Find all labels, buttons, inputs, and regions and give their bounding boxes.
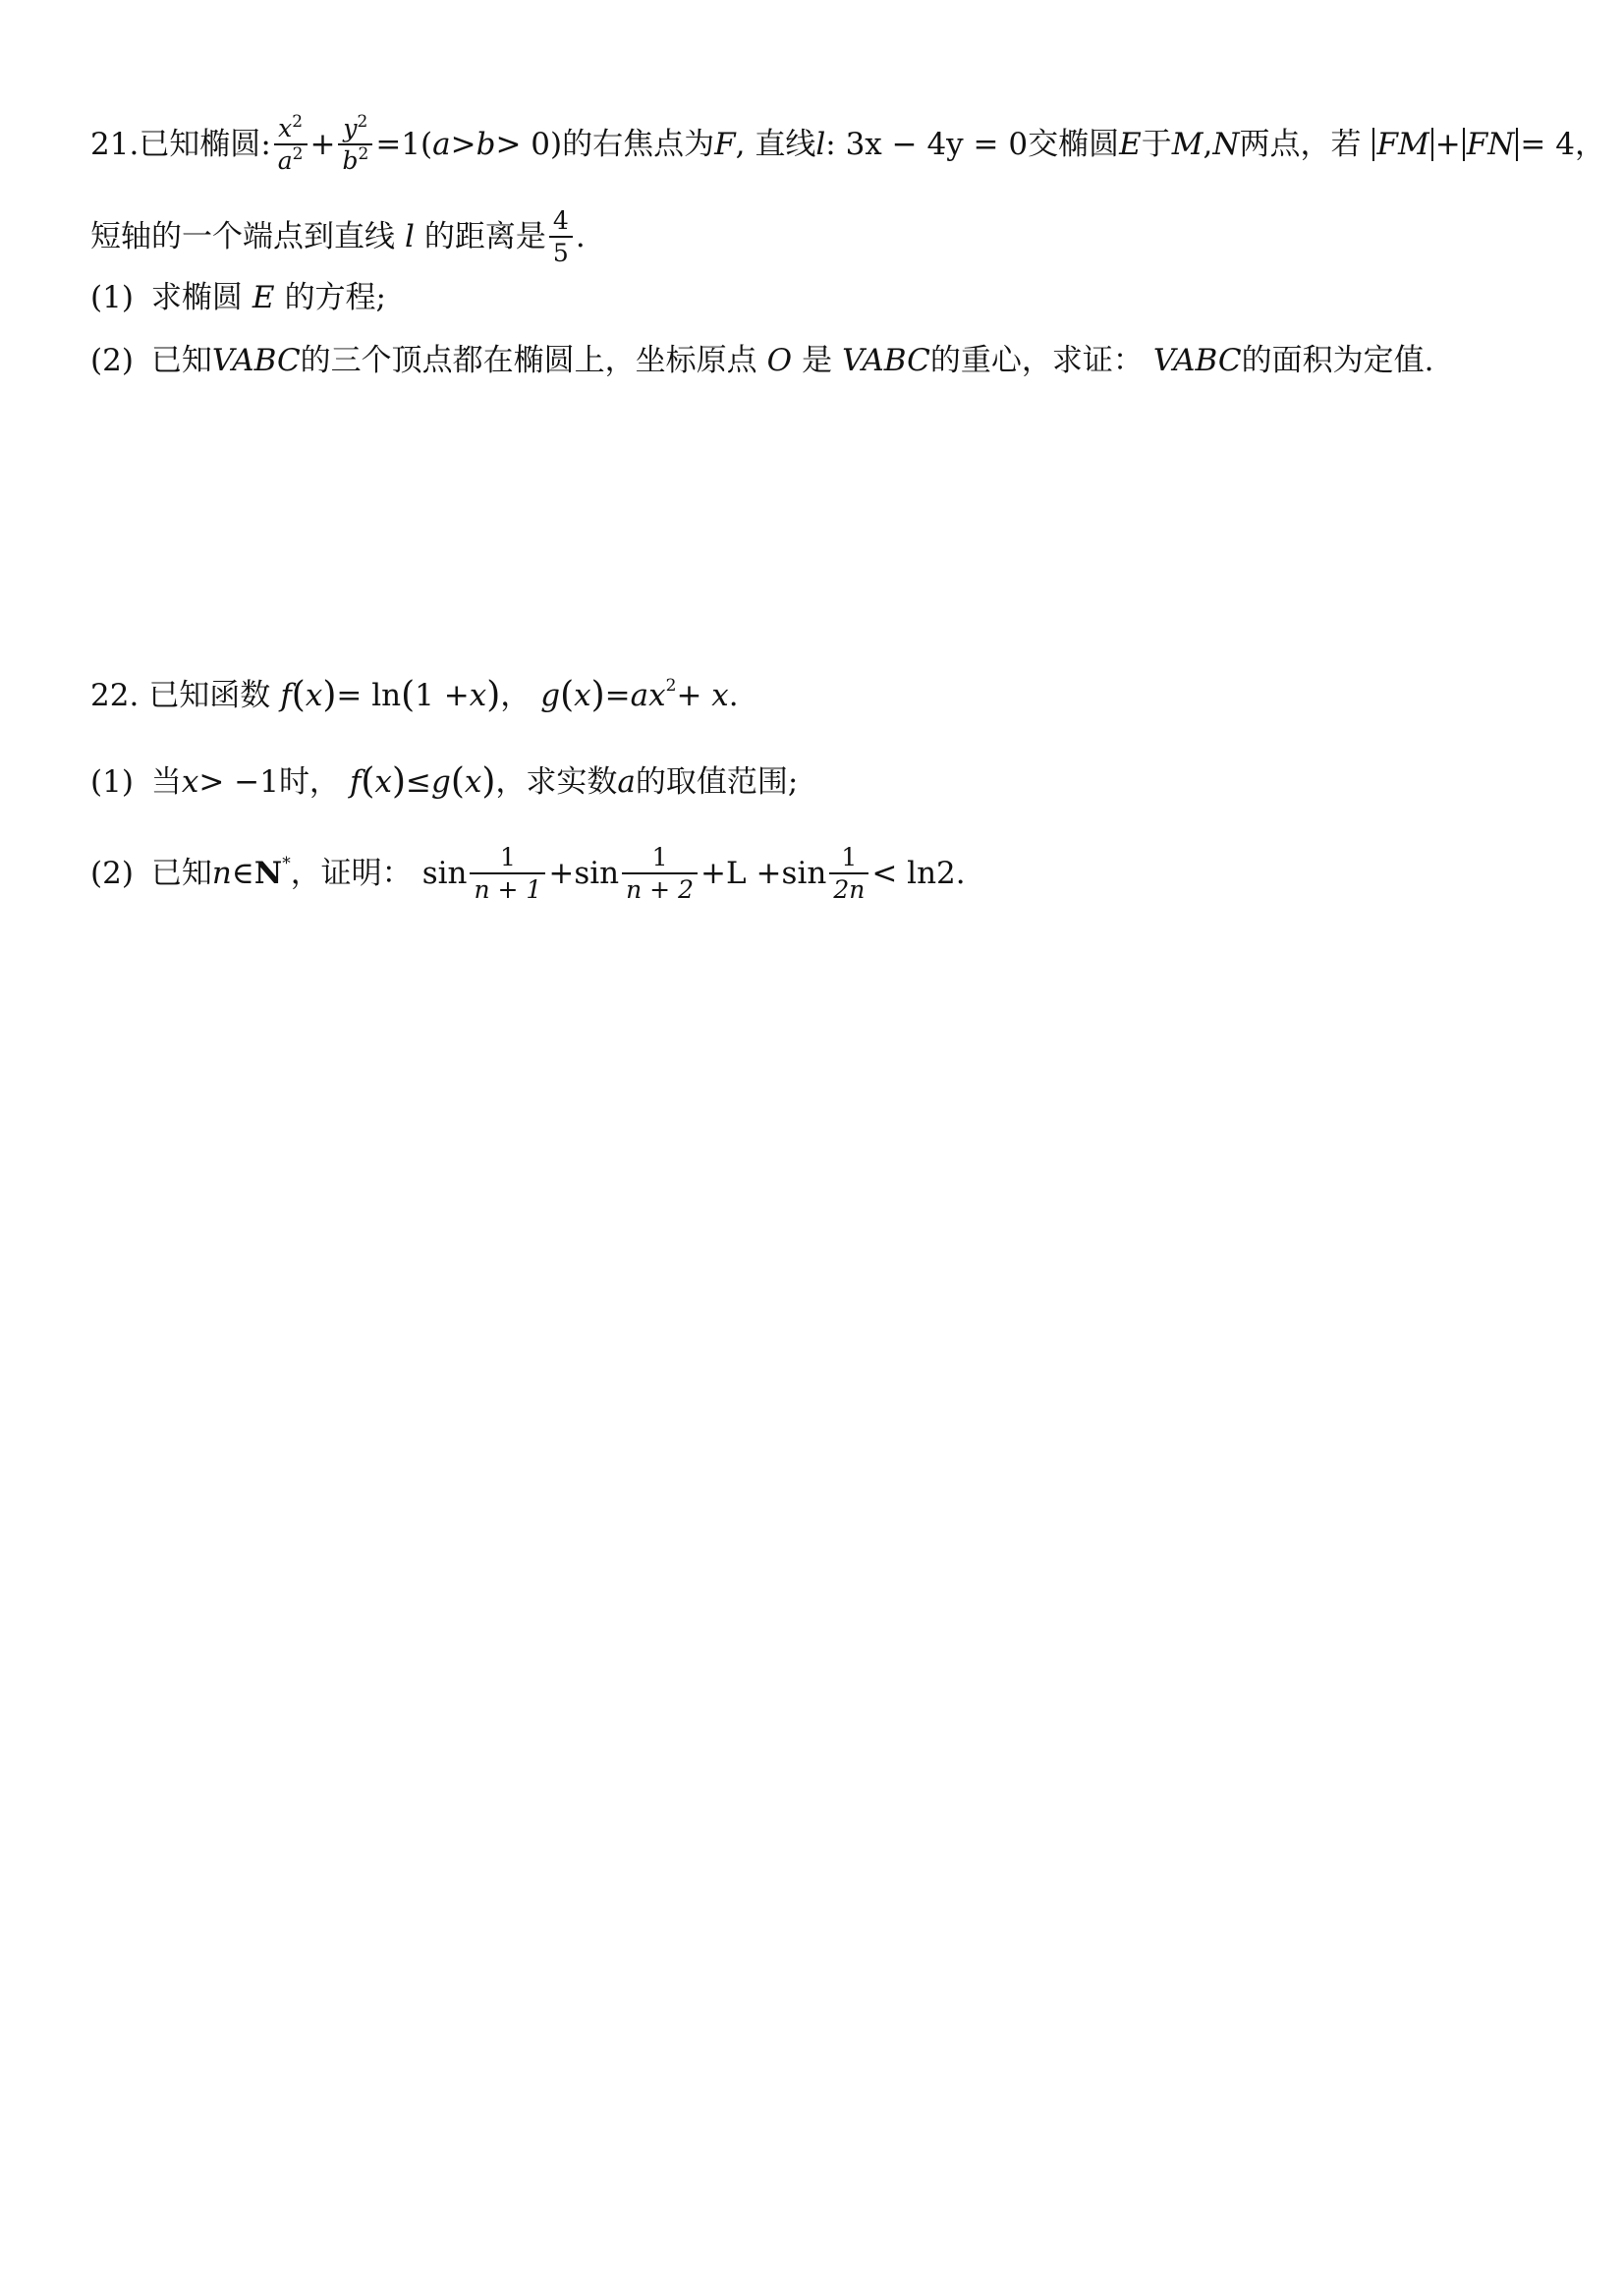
q21-intro: 已知椭圆 bbox=[139, 126, 261, 162]
q21-text-line: , 直线 bbox=[735, 126, 816, 162]
q22-p2-end: . bbox=[955, 855, 966, 891]
func-g-plusx: + x bbox=[676, 677, 729, 713]
distance-frac bbox=[549, 208, 573, 265]
cond-gt0: > 0) bbox=[495, 126, 563, 162]
q21-line-1 bbox=[90, 112, 1605, 175]
q22-p1-text1: 当 bbox=[150, 763, 182, 800]
sum-sin-3: sin bbox=[781, 855, 827, 891]
abs-bar bbox=[1516, 128, 1518, 161]
frac-x-exp: 2 bbox=[292, 112, 304, 132]
triangle-ABC-3: VABC bbox=[1152, 343, 1242, 378]
natural-numbers-N: N bbox=[253, 855, 283, 891]
func-f-arg: x bbox=[305, 677, 323, 713]
sum-sin-2: sin bbox=[574, 855, 620, 891]
sum-frac-1 bbox=[470, 845, 545, 902]
q21-p2-text5: 的面积为定值. bbox=[1241, 343, 1434, 378]
q22-p2-text1: 已知 bbox=[150, 855, 212, 891]
q22-number: 22. bbox=[90, 677, 140, 713]
segment-FM: FM bbox=[1376, 126, 1429, 162]
frac-y-exp: 2 bbox=[357, 112, 368, 132]
cond-b: b bbox=[476, 126, 496, 162]
func-g-eq: = bbox=[604, 677, 631, 713]
q22-p1-f: f bbox=[349, 763, 362, 800]
q21-text-points: 两点，若 bbox=[1239, 126, 1362, 162]
dist-num: 4 bbox=[552, 206, 569, 235]
sum-frac-2 bbox=[622, 845, 698, 902]
sum-bound: < ln2 bbox=[871, 855, 956, 891]
q22-p2-text2: ，证明： bbox=[290, 855, 413, 891]
q21-text-intersect: 交椭圆 bbox=[1028, 126, 1120, 162]
q22-text: 已知函数 bbox=[148, 677, 271, 713]
q21-p2-text3: 是 bbox=[802, 343, 833, 378]
q22-p1-fx: x bbox=[374, 763, 392, 800]
q21-end-comma: ， bbox=[1574, 126, 1605, 162]
q22-p1-a: a bbox=[617, 763, 636, 800]
func-g: g bbox=[540, 677, 561, 713]
q22-part-1: (1) 当 x > −1 时， f ( x ) ≤ g ( x ) ，求实数 a 的取值范围; bbox=[90, 761, 799, 802]
q22-comma: ， bbox=[500, 677, 532, 713]
q21-l2-end: . bbox=[575, 218, 586, 254]
ellipse-equals: =1( bbox=[375, 126, 433, 162]
q22-p1-text3: ，求实数 bbox=[495, 763, 618, 800]
q21-p1-text2: 的方程; bbox=[284, 280, 387, 315]
q22-p2-n: n bbox=[211, 855, 232, 891]
q22-p1-cond: > −1 bbox=[198, 763, 279, 800]
abs-plus: + bbox=[1434, 126, 1461, 162]
segment-FN: FN bbox=[1466, 126, 1515, 162]
sum-frac-2-num: 1 bbox=[651, 843, 668, 871]
q22-p1-leq: ≤ bbox=[406, 763, 431, 800]
frac-a-exp: 2 bbox=[292, 144, 304, 164]
sum-plus-3: + bbox=[756, 855, 782, 891]
sum-frac-3-den: 2n bbox=[829, 872, 868, 902]
q22-p1-gx: x bbox=[464, 763, 482, 800]
func-g-ax: ax bbox=[630, 677, 666, 713]
q21-text-at: 于 bbox=[1141, 126, 1172, 162]
point-M: M bbox=[1171, 126, 1203, 162]
func-f-x: x bbox=[469, 677, 487, 713]
line-equation: : 3x − 4y = 0 bbox=[825, 126, 1029, 162]
abs-sum-value: = 4 bbox=[1520, 126, 1575, 162]
sum-frac-1-den: n + 1 bbox=[470, 872, 545, 902]
frac-b-var: b bbox=[342, 146, 359, 175]
func-f-oneplus: 1 + bbox=[415, 677, 470, 713]
q21-text-focus: 的右焦点为 bbox=[562, 126, 715, 162]
q22-p2-in: ∈ bbox=[231, 855, 254, 891]
triangle-ABC-2: VABC bbox=[842, 343, 930, 378]
q21-p2-text2: 的三个顶点都在椭圆上，坐标原点 bbox=[300, 343, 757, 378]
q21-p2-label: (2) bbox=[90, 343, 134, 378]
natural-star: * bbox=[282, 853, 291, 873]
sum-frac-3 bbox=[829, 845, 868, 902]
abs-bar bbox=[1431, 128, 1433, 161]
q22-p1-x: x bbox=[181, 763, 199, 800]
q22-p1-text4: 的取值范围; bbox=[635, 763, 799, 800]
dist-den: 5 bbox=[549, 236, 573, 265]
point-N: N bbox=[1212, 126, 1240, 162]
q21-p1-label: (1) bbox=[90, 280, 134, 315]
q22-p2-label: (2) bbox=[90, 855, 134, 891]
sum-sin-1: sin bbox=[421, 855, 468, 891]
ellipse-E: E bbox=[1119, 126, 1142, 162]
line-l: l bbox=[815, 126, 826, 162]
func-f-ln: = ln bbox=[336, 677, 402, 713]
sum-ellipsis: +L bbox=[700, 855, 747, 891]
frac-b-exp: 2 bbox=[358, 144, 369, 164]
frac-y-var: y bbox=[343, 114, 358, 142]
ellipse-frac-y bbox=[338, 112, 372, 175]
q21-p2-text4: 的重心，求证： bbox=[929, 343, 1144, 378]
ellipse-frac-x bbox=[274, 112, 308, 175]
q21-colon: : bbox=[260, 126, 271, 162]
frac-a-var: a bbox=[277, 146, 293, 175]
q22-end: . bbox=[728, 677, 739, 713]
q21-part-1 bbox=[90, 280, 387, 315]
sum-plus-1: + bbox=[548, 855, 575, 891]
q22-p1-text2: 时， bbox=[278, 763, 340, 800]
q21-comma: , bbox=[1203, 126, 1213, 162]
q22-line-1: 22. 已知函数 f ( x ) = ln ( 1 + x ) ， g ( x ) = ax 2 + x . bbox=[90, 675, 739, 715]
q21-p1-text: 求椭圆 bbox=[150, 280, 243, 315]
abs-bar bbox=[1372, 128, 1374, 161]
sum-frac-1-num: 1 bbox=[499, 843, 516, 871]
q21-l2-dist: 的距离是 bbox=[423, 218, 546, 254]
q21-number: 21. bbox=[90, 126, 140, 162]
q22-part-2 bbox=[90, 845, 966, 902]
q21-part-2 bbox=[90, 343, 1434, 378]
focus-F: F bbox=[714, 126, 736, 162]
q21-l2-l: l bbox=[405, 218, 415, 254]
func-f: f bbox=[280, 677, 292, 713]
sum-frac-3-num: 1 bbox=[841, 843, 858, 871]
q21-p1-E: E bbox=[252, 280, 275, 315]
q22-p1-g: g bbox=[430, 763, 451, 800]
cond-a: a bbox=[432, 126, 451, 162]
origin-O: O bbox=[766, 343, 793, 378]
cond-gt: > bbox=[450, 126, 476, 162]
q21-p2-text1: 已知 bbox=[150, 343, 212, 378]
sum-frac-2-den: n + 2 bbox=[622, 872, 698, 902]
triangle-ABC-1: VABC bbox=[211, 343, 301, 378]
q21-l2-text: 短轴的一个端点到直线 bbox=[90, 218, 395, 254]
func-g-exp: 2 bbox=[665, 675, 677, 696]
func-g-arg: x bbox=[574, 677, 591, 713]
abs-bar bbox=[1463, 128, 1465, 161]
q21-line-2 bbox=[90, 208, 586, 265]
q22-p1-label: (1) bbox=[90, 763, 134, 800]
ellipse-plus: + bbox=[309, 126, 336, 162]
frac-x-var: x bbox=[278, 114, 293, 142]
